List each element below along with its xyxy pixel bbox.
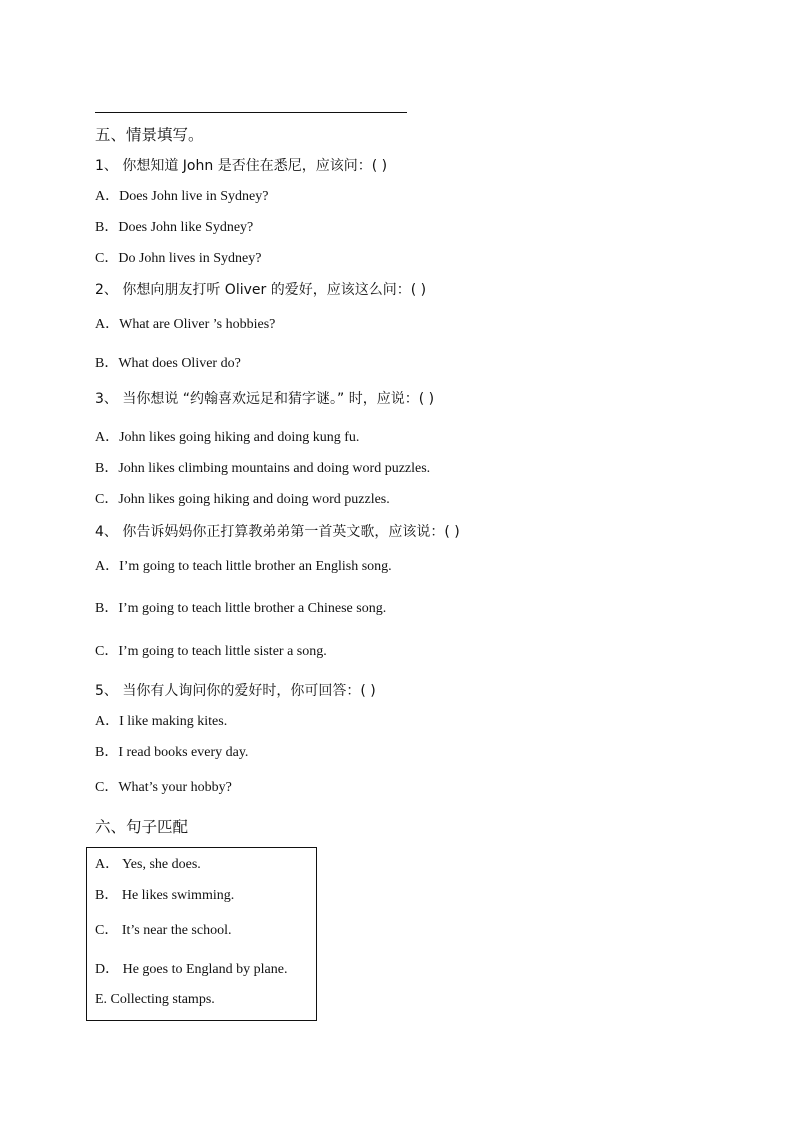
answer-e: E. Collecting stamps. bbox=[95, 992, 215, 1007]
answer-c: C． It’s near the school. bbox=[95, 923, 232, 938]
question-4-option-c: C．I’m going to teach little sister a song. bbox=[95, 644, 327, 659]
answer-a: A． Yes, she does. bbox=[95, 857, 201, 872]
question-3-option-c: C．John likes going hiking and doing word puzzles. bbox=[95, 492, 390, 507]
question-4-stem: 4、 你告诉妈妈你正打算教弟弟第一首英文歌，应该说：( ) bbox=[95, 524, 460, 540]
question-3-option-b: B．John likes climbing mountains and doing word puzzles. bbox=[95, 461, 431, 476]
top-divider-line bbox=[95, 112, 407, 113]
question-5-option-a: A．I like making kites. bbox=[95, 714, 228, 729]
question-5-option-b: B．I read books every day. bbox=[95, 745, 249, 760]
answer-d: D． He goes to England by plane. bbox=[95, 962, 288, 977]
question-5-option-c: C．What’s your hobby? bbox=[95, 780, 232, 795]
answer-box bbox=[86, 847, 317, 1021]
answer-b: B． He likes swimming. bbox=[95, 888, 235, 903]
question-3-stem: 3、 当你想说 “约翰喜欢远足和猜字谜。” 时，应说：( ) bbox=[95, 391, 435, 407]
section6-title: 六、句子匹配 bbox=[95, 818, 189, 836]
section5-title: 五、情景填写。 bbox=[95, 126, 204, 144]
question-2-option-b: B．What does Oliver do? bbox=[95, 356, 241, 371]
question-1-stem: 1、 你想知道 John 是否住在悉尼，应该问：( ) bbox=[95, 158, 388, 174]
question-5-stem: 5、 当你有人询问你的爱好时，你可回答：( ) bbox=[95, 683, 376, 699]
question-1-option-b: B．Does John like Sydney? bbox=[95, 220, 254, 235]
question-2-stem: 2、 你想向朋友打听 Oliver 的爱好，应该这么问：( ) bbox=[95, 282, 427, 298]
question-2-option-a: A．What are Oliver ’s hobbies? bbox=[95, 317, 276, 332]
question-1-option-a: A．Does John live in Sydney? bbox=[95, 189, 269, 204]
question-3-option-a: A．John likes going hiking and doing kung fu. bbox=[95, 430, 360, 445]
question-4-option-a: A．I’m going to teach little brother an English song. bbox=[95, 559, 392, 574]
question-1-option-c: C．Do John lives in Sydney? bbox=[95, 251, 262, 266]
question-4-option-b: B．I’m going to teach little brother a Chinese song. bbox=[95, 601, 387, 616]
